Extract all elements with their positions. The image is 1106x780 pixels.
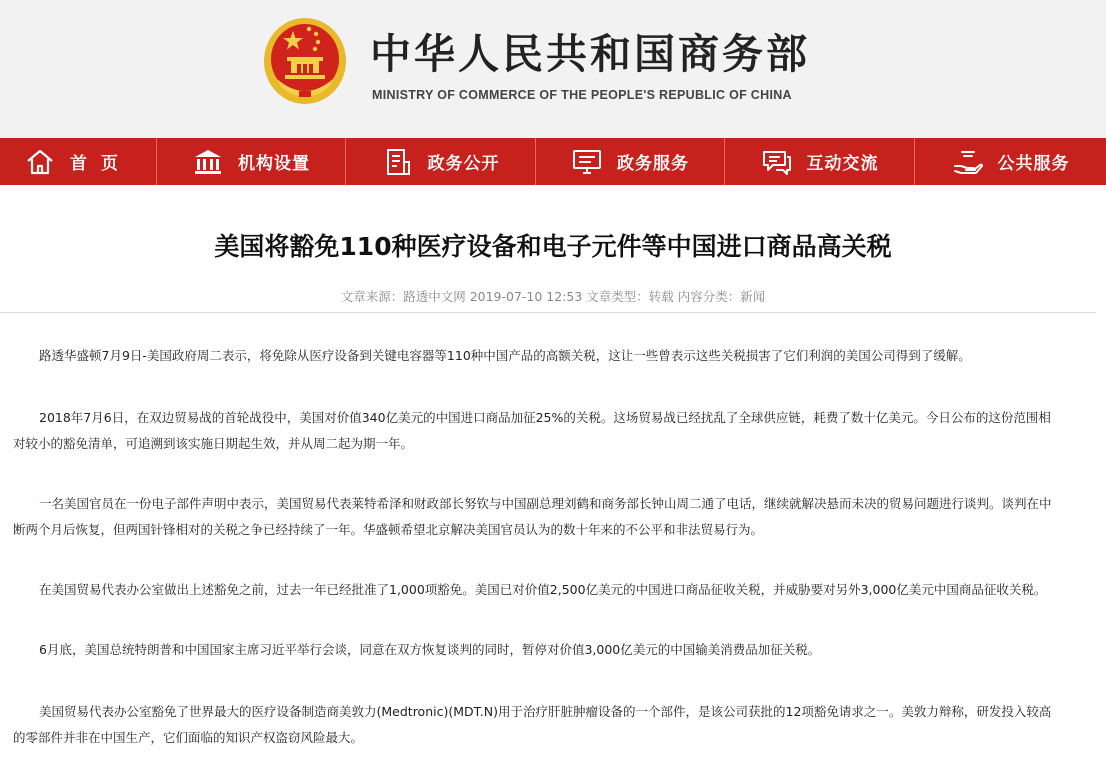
nav-item-label: 政务服务 [617, 154, 689, 174]
document-icon [382, 146, 414, 178]
building-icon [192, 146, 224, 178]
home-icon [24, 146, 56, 178]
nav-item-institutions[interactable] [157, 138, 346, 185]
article-paragraph: 在美国贸易代表办公室做出上述豁免之前，过去一年已经批准了1,000项豁免。美国已对价值2,500亿美元的中国进口商品征收关税，并威胁要对另外3,000亿美元中国商品征收关税。 [39, 582, 1047, 597]
national-emblem-icon[interactable] [263, 17, 347, 105]
article-body [0, 343, 1106, 751]
nav-item-label: 首页 [70, 154, 132, 174]
main-navigation [0, 138, 1106, 185]
nav-item-label: 机构设置 [238, 154, 310, 174]
nav-item-government-services[interactable] [536, 138, 725, 185]
nav-item-government-affairs[interactable] [346, 138, 536, 185]
site-header [0, 0, 1106, 138]
article-paragraph: 美国贸易代表办公室豁免了世界最大的医疗设备制造商美敦力(Medtronic)(MDT.N)用于治疗肝脏肿瘤设备的一个部件，是该公司获批的12项豁免请求之一。美敦力辩称，研发投入较高的零部件并非在中国生产，它们面临的知识产权盗窃风险最大。 [13, 704, 1052, 745]
article-paragraph: 路透华盛顿7月9日-美国政府周二表示，将免除从医疗设备到关键电容器等110种中国产品的高额关税，这让一些曾表示这些关税损害了它们利润的美国公司得到了缓解。 [39, 348, 971, 363]
nav-item-public-services[interactable] [915, 138, 1106, 185]
article [0, 185, 1106, 751]
divider [0, 312, 1096, 313]
nav-item-label: 政务公开 [427, 154, 500, 174]
hand-service-icon [952, 146, 984, 178]
site-title: 中华人民共和国商务部 [370, 30, 810, 78]
monitor-icon [571, 146, 603, 178]
nav-item-label: 公共服务 [997, 154, 1070, 174]
article-paragraph: 6月底，美国总统特朗普和中国国家主席习近平举行会谈，同意在双方恢复谈判的同时，暂停对价值3,000亿美元的中国输美消费品加征关税。 [39, 642, 821, 657]
article-title: 美国将豁免110种医疗设备和电子元件等中国进口商品高关税 [214, 232, 892, 261]
article-meta: 文章来源：路透中文网 2019-07-10 12:53 文章类型：转载 内容分类：新闻 [340, 289, 766, 304]
site-subtitle: MINISTRY OF COMMERCE OF THE PEOPLE'S REPUBLIC OF CHINA [372, 88, 792, 102]
chat-icon [761, 146, 793, 178]
nav-item-home[interactable] [0, 138, 157, 185]
article-paragraph: 2018年7月6日，在双边贸易战的首轮战役中，美国对价值340亿美元的中国进口商品加征25%的关税。这场贸易战已经扰乱了全球供应链，耗费了数十亿美元。今日公布的这份范围相对较小的豁免清单，可追溯到该实施日期起生效，并从周二起为期一年。 [13, 410, 1051, 451]
article-paragraph: 一名美国官员在一份电子部件声明中表示，美国贸易代表莱特希泽和财政部长努钦与中国副总理刘鹤和商务部长钟山周二通了电话，继续就解决悬而未决的贸易问题进行谈判。谈判在中断两个月后恢复，但两国针锋相对的关税之争已经持续了一年。华盛顿希望北京解决美国官员认为的数十年来的不公平和非法贸易行为。 [13, 496, 1052, 537]
nav-item-interaction[interactable] [725, 138, 915, 185]
nav-item-label: 互动交流 [806, 154, 879, 174]
